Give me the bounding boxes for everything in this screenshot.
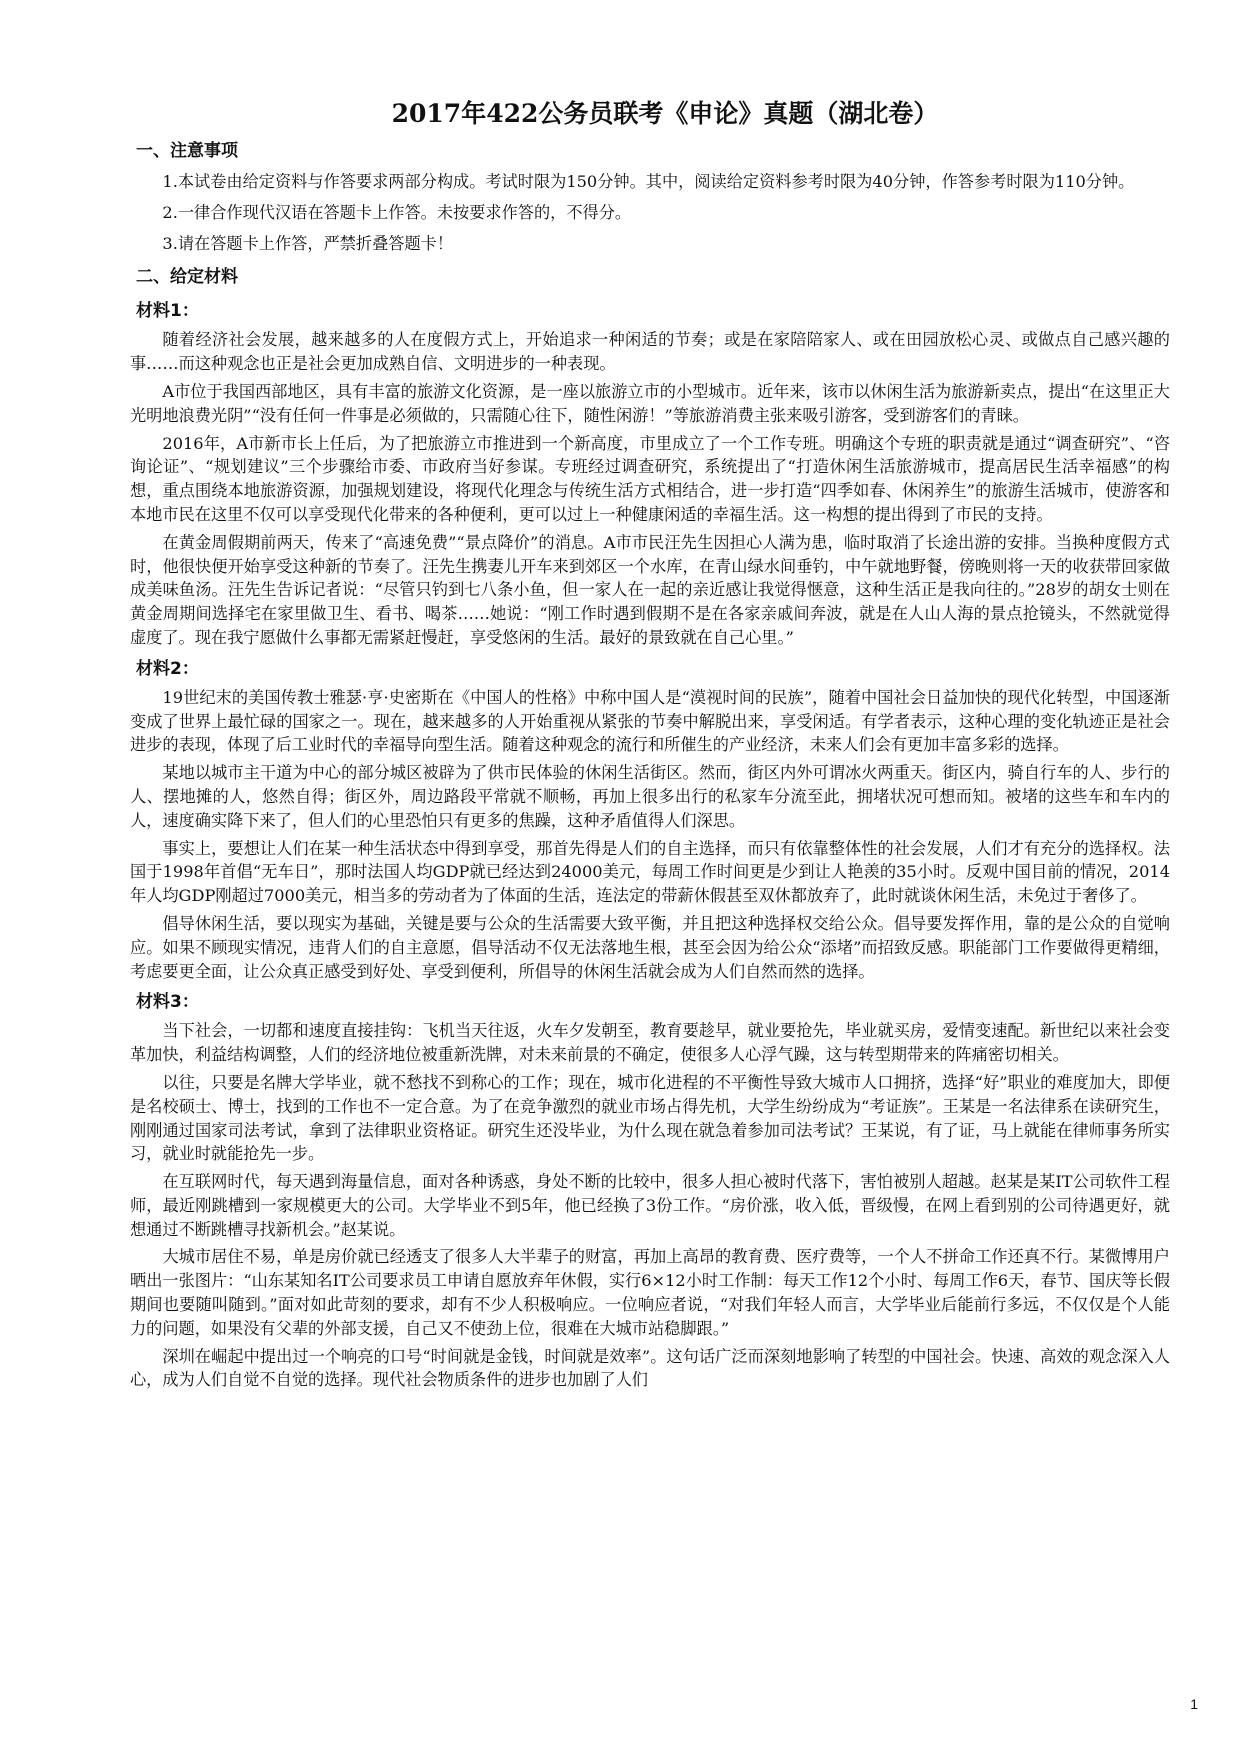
paragraph: 大城市居住不易，单是房价就已经透支了很多人大半辈子的财富，再加上高昂的教育费、医疗费等，一个人不拼命工作还真不行。某微博用户晒出一张图片：“山东某知名IT公司要求员工申请自愿放弃年休假，实行6×12小时工作制：每天工作12个小时、每周工作6天，春节、国庆等长假期间也要随叫随到。”面对如此苛刻的要求，却有不少人积极响应。一位响应者说，“对我们年轻人而言，大学毕业后能前行多远，不仅仅是个人能力的问题，如果没有父辈的外部支援，自己又不使劲上位，很难在大城市站稳脚跟。” [130,1247,1170,1338]
material-3-label: 材料3： [136,992,199,1013]
page-number: 1 [1190,1696,1198,1712]
paragraph: 以往，只要是名牌大学毕业，就不愁找不到称心的工作；现在，城市化进程的不平衡性导致大城市人口拥挤，选择“好”职业的难度加大，即便是名校硕士、博士，找到的工作也不一定合意。为了在竞争激烈的就业市场占得先机，大学生纷纷成为“考证族”。王某是一名法律系在读研究生，刚刚通过国家司法考试，拿到了法律职业资格证。研究生还没毕业，为什么现在就急着参加司法考试？王某说，有了证，马上就能在律师事务所实习，就业时就能抢先一步。 [130,1072,1170,1164]
paragraph: A市位于我国西部地区，具有丰富的旅游文化资源，是一座以旅游立市的小型城市。近年来，该市以休闲生活为旅游新卖点，提出“在这里正大光明地浪费光阴”“没有任何一件事是必须做的，只需随心往下，随性闲游！”等旅游消费主张来吸引游客，受到游客们的青睐。 [130,381,1170,425]
note-item: 1.本试卷由给定资料与作答要求两部分构成。考试时限为150分钟。其中，阅读给定资料参考时限为40分钟，作答参考时限为110分钟。 [162,172,1135,191]
section-heading-notes: 一、注意事项 [136,141,238,161]
paragraph: 当下社会，一切都和速度直接挂钩：飞机当天往返，火车夕发朝至，教育要趁早，就业要抢先，毕业就买房，爱情变速配。新世纪以来社会变革加快，利益结构调整，人们的经济地位被重新洗牌，对未来前景的不确定，使很多人心浮气躁，这与转型期带来的阵痛密切相关。 [130,1021,1170,1065]
note-item: 2.一律合作现代汉语在答题卡上作答。未按要求作答的，不得分。 [162,202,632,222]
paragraph: 某地以城市主干道为中心的部分城区被辟为了供市民体验的休闲生活街区。然而，街区内外可谓冰火两重天。街区内，骑自行车的人、步行的人、摆地摊的人，悠然自得；街区外，周边路段平常就不顺畅，再加上很多出行的私家车分流至此，拥堵状况可想而知。被堵的这些车和车内的人，速度确实降下来了，但人们的心里恐怕只有更多的焦躁，这种矛盾值得人们深思。 [130,763,1170,830]
document-title: 2017年422公务员联考《申论》真题（湖北卷） [391,99,939,128]
paragraph: 随着经济社会发展，越来越多的人在度假方式上，开始追求一种闲适的节奏；或是在家陪陪家人、或在田园放松心灵、或做点自己感兴趣的事……而这种观念也正是社会更加成熟自信、文明进步的一种表现。 [130,330,1170,374]
material-2-label: 材料2： [136,658,199,679]
document-page [130,96,1170,1396]
paragraph: 深圳在崛起中提出过一个响亮的口号“时间就是金钱，时间就是效率”。这句话广泛而深刻地影响了转型的中国社会。快速、高效的观念深入人心，成为人们自觉不自觉的选择。现代社会物质条件的进步也加剧了人们 [130,1346,1170,1390]
notes-list [130,170,1170,255]
paragraph: 在互联网时代，每天遇到海量信息，面对各种诱惑，身处不断的比较中，很多人担心被时代落下，害怕被别人超越。赵某是某IT公司软件工程师，最近刚跳槽到一家规模更大的公司。大学毕业不到5年，他已经换了3份工作。“房价涨，收入低，晋级慢，在网上看到别的公司待遇更好，就想通过不断跳槽寻找新机会。”赵某说。 [130,1172,1170,1239]
paragraph: 在黄金周假期前两天，传来了“高速免费”“景点降价”的消息。A市市民汪先生因担心人满为患，临时取消了长途出游的安排。当换种度假方式时，他很快便开始享受这种新的节奏了。汪先生携妻儿开车来到郊区一个水库，在青山绿水间垂钓，中午就地野餐，傍晚则将一天的收获带回家做成美味鱼汤。汪先生告诉记者说：“尽管只钓到七八条小鱼，但一家人在一起的亲近感让我觉得惬意，这种生活正是我向往的。”28岁的胡女士则在黄金周期间选择宅在家里做卫生、看书、喝茶……她说：“刚工作时遇到假期不是在各家亲戚间奔波，就是在人山人海的景点抢镜头，不然就觉得虚度了。现在我宁愿做什么事都无需紧赶慢赶，享受悠闲的生活。最好的景致就在自己心里。” [130,532,1170,647]
note-item: 3.请在答题卡上作答，严禁折叠答题卡！ [162,233,454,253]
paragraph: 2016年，A市新市长上任后，为了把旅游立市推进到一个新高度，市里成立了一个工作专班。明确这个专班的职责就是通过“调查研究”、“咨询论证”、“规划建议”三个步骤给市委、市政府当好参谋。专班经过调查研究，系统提出了“打造休闲生活旅游城市，提高居民生活幸福感”的构想，重点围绕本地旅游资源，加强规划建设，将现代化理念与传统生活方式相结合，进一步打造“四季如春、休闲养生”的旅游生活城市，使游客和本地市民在这里不仅可以享受现代化带来的各种便利，更可以过上一种健康闲适的幸福生活。这一构想的提出得到了市民的支持。 [130,433,1170,524]
paragraph: 倡导休闲生活，要以现实为基础，关键是要与公众的生活需要大致平衡，并且把这种选择权交给公众。倡导要发挥作用，靠的是公众的自觉响应。如果不顾现实情况，违背人们的自主意愿，倡导活动不仅无法落地生根，甚至会因为给公众“添堵”而招致反感。职能部门工作要做得更精细，考虑要更全面，让公众真正感受到好处、享受到便利，所倡导的休闲生活就会成为人们自然而然的选择。 [130,913,1170,981]
material-1-label: 材料1： [136,301,199,322]
paragraph: 事实上，要想让人们在某一种生活状态中得到享受，那首先得是人们的自主选择，而只有依靠整体性的社会发展，人们才有充分的选择权。法国于1998年首倡“无车日”，那时法国人均GDP就已经达到24000美元，每周工作时间更是少到让人艳羡的35小时。反观中国目前的情况，2014年人均GDP刚超过7000美元，相当多的劳动者为了体面的生活，连法定的带薪休假甚至双休都放弃了，此时就谈休闲生活，未免过于奢侈了。 [130,838,1170,906]
paragraph: 19世纪末的美国传教士雅瑟·亨·史密斯在《中国人的性格》中称中国人是“漠视时间的民族”，随着中国社会日益加快的现代化转型，中国逐渐变成了世界上最忙碌的国家之一。现在，越来越多的人开始重视从紧张的节奏中解脱出来，享受闲适。有学者表示，这种心理的变化轨迹正是社会进步的表现，体现了后工业时代的幸福导向型生活。随着这种观念的流行和所催生的产业经济，未来人们会有更加丰富多彩的选择。 [130,687,1170,755]
section-heading-materials: 二、给定材料 [136,267,238,288]
